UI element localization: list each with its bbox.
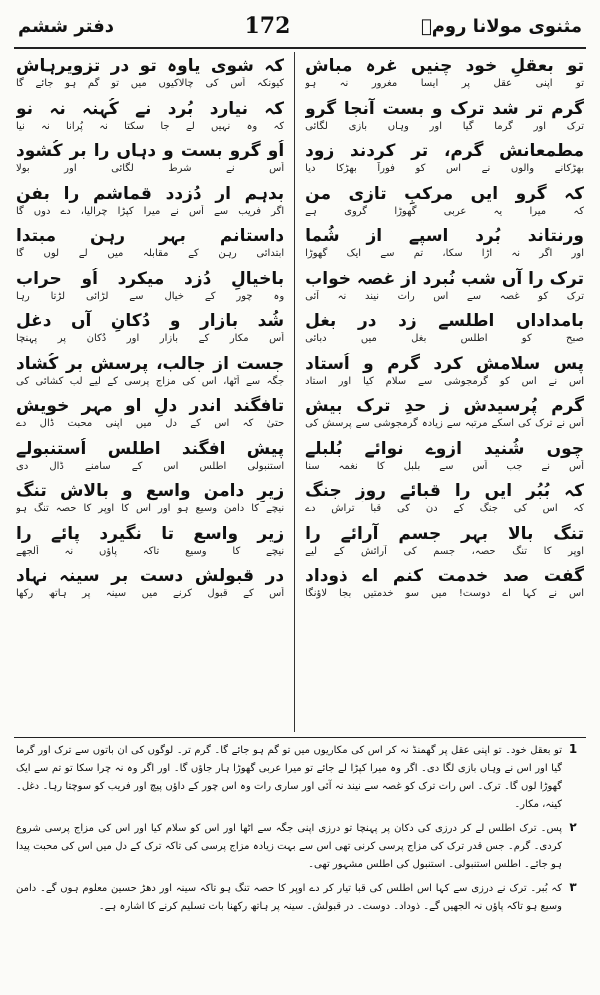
verse-translation: ترک اور گرما گیا اور وہاں بازی لگائی: [305, 120, 584, 132]
verse-line: باخیالِ دُزد میکرد اُو حراب: [16, 268, 285, 289]
verse-translation: اُس نے شرط لگائی اور بولا: [16, 163, 285, 175]
verse-unit: [305, 392, 584, 435]
verse-unit: [16, 392, 284, 435]
verse-unit: [16, 477, 284, 520]
verse-line: زیر واسع تا نگیرد پائے را: [16, 523, 285, 544]
verse-translation: اُس مکار کے بازار اور دُکان پر پہنچا: [16, 333, 285, 345]
verse-line: کہ شوی یاوہ تو در تزویرہاش: [16, 56, 285, 77]
verse-translation: اس نے اس کو گرمجوشی سے سلام کیا اور استاد: [305, 375, 584, 387]
verse-line: تنگ بالا بہر جسم آرائے را: [305, 523, 584, 544]
verse-unit: [305, 222, 584, 265]
footnote-text: پس۔ ترک اطلس لے کر درزی کی دکان پر پہنچا تو درزی اپنی جگہ سے اٹھا اور اس کو سلام کیا اور اس کی مزاج پرسی شروع کردی۔ گرم۔ جس قدر ترک کی مزاج پرسی کرنی تھی اس سے بہت زیادہ مزاج پرسی کی تاکہ ترک کے دل میں اس کی محبت پیدا ہو جائے۔ اطلس استنبولی۔ استنبول کی اطلس مشہور تھی۔: [16, 823, 562, 870]
verse-line: پس سلامش کرد گرم و اُستاد: [305, 353, 584, 374]
verse-line: زیرِ دامن واسع و بالاش تنگ: [16, 481, 285, 502]
verse-unit: [305, 350, 584, 393]
verse-line: گرم پُرسیدش ز حدِ ترک بیش: [305, 396, 584, 417]
verse-translation: اگر فریب سے اُس نے میرا کپڑا چرالیا، دے دوں گا: [16, 205, 285, 217]
column-divider: [294, 52, 295, 732]
verse-translation: کہ میرا یہ عربی گھوڑا گروی ہے: [305, 205, 584, 217]
verse-translation: استنبولی اطلس اس کے سامنے ڈال دی: [16, 460, 285, 472]
verse-line: داستانم بہر رہن مبتدا: [16, 226, 285, 247]
verse-unit: [305, 180, 584, 223]
footnote: [16, 742, 584, 814]
left-column: [16, 52, 284, 732]
footnote-text: تو بعقل خود۔ تو اپنی عقل پر گھمنڈ نہ کر اس کی مکاریوں میں تو گم ہو جائے گا۔ گرم تر۔ لوگوں کی ان باتوں سے ترک اور گرما گیا اور اس نے وہاں بازی لگا دی۔ اگر وہ میرا کپڑا لے جائے تو میرا عربی گھوڑا ہار جاؤں گا۔ اور اگر وہ نہ چرا سکا تو تم سے ایک گھوڑا لوں گا۔ ترک۔ اس رات ترک کو غصہ سے نیند نہ آئی اور ساری رات وہ اس چور کے داؤں پیچ اور فریب کو سوچتا رہا۔ دغل۔ کینہ، مکار۔: [16, 745, 562, 810]
verse-translation: اُس نے جب اُس سے بلبل کا نغمہ سنا: [305, 460, 584, 472]
verse-translation: ترک کو غصہ سے اس رات نیند نہ آئی: [305, 290, 584, 302]
verse-unit: [305, 562, 584, 605]
footnote-number: 1: [568, 742, 578, 756]
verse-line: مطمعانش گرم، تر کردند زود: [305, 141, 584, 162]
verse-unit: [305, 520, 584, 563]
verse-unit: [16, 435, 284, 478]
verse-line: تو بعقلِ خود چنیں غرہ مباش: [305, 56, 584, 77]
page-number: 172: [244, 13, 291, 39]
verse-unit: [16, 52, 284, 95]
footnotes: [16, 742, 584, 987]
verse-unit: [16, 180, 284, 223]
verse-translation: حتیٰ کہ اس کے دل میں اپنی محبت ڈال دے: [16, 418, 285, 430]
footnote-rule: [14, 737, 586, 738]
verse-unit: [305, 52, 584, 95]
footnote: [16, 820, 584, 874]
verse-translation: جگہ سے اُٹھا، اس کی مزاج پرسی کے لیے لب کشائی کی: [16, 375, 285, 387]
verse-translation: نیچے کا دامن وسیع ہو اور اس کا اوپر کا حصہ تنگ ہو: [16, 503, 285, 515]
verse-unit: [16, 350, 284, 393]
verse-line: گفت صد خدمت کنم اے ذوداد: [305, 566, 584, 587]
right-column: [305, 52, 584, 732]
verse-translation: نیچے کا وسیع تاکہ پاؤں نہ اُلجھے: [16, 545, 285, 557]
book-title: مثنوی مولانا رومؒ: [420, 15, 582, 37]
verse-unit: [16, 520, 284, 563]
verse-line: ترک را آں شب نُبرد از غصہ خواب: [305, 268, 584, 289]
verse-translation: اس نے کہا اے دوست! میں سو خدمتیں بجا لاؤنگا: [305, 588, 584, 600]
verse-unit: [305, 435, 584, 478]
verse-translation: تو اپنی عقل پر ایسا مغرور نہ ہو: [305, 78, 584, 90]
verse-unit: [305, 477, 584, 520]
volume-label: دفتر ششم: [18, 15, 114, 37]
verse-line: کہ گرو ایں مرکبِ تازی من: [305, 183, 584, 204]
verse-unit: [16, 95, 284, 138]
verse-unit: [16, 137, 284, 180]
verse-translation: ابتدائی رہن کے مقابلہ میں لے لوں گا: [16, 248, 285, 260]
verse-translation: کیونکہ اُس کی چالاکیوں میں تو گم ہو جائے گا: [16, 78, 285, 90]
verse-translation: بھڑکانے والوں نے اس کو فوراً بھڑکا دیا: [305, 163, 584, 175]
verse-translation: اُس نے ترک کی اسکے مرتبہ سے زیادہ گرمجوشی سے پرسش کی: [305, 418, 584, 430]
verse-line: شُد بازار و دُکانِ آں دغل: [16, 311, 285, 332]
verse-line: چوں شُنید ازوے نوائے بُلبلے: [305, 438, 584, 459]
footnote-text: کہ بُبر۔ ترک نے درزی سے کہا اس اطلس کی قبا تیار کر دے اوپر کا حصہ تنگ ہو تاکہ سینہ اور دھڑ حسین معلوم ہوں گے۔ دامن وسیع ہو تاکہ پاؤں نہ الجھیں گے۔ ذوداد۔ دوست۔ در قبولش۔ سینہ پر ہاتھ رکھنا بات تسلیم کرنے کا اشارہ ہے۔: [16, 883, 562, 912]
footnote-number: ۳: [569, 880, 577, 894]
verse-unit: [305, 95, 584, 138]
footnote-number: ۲: [569, 820, 577, 834]
footnote: [16, 880, 584, 916]
verse-line: اُو گرو بست و دہاں را بر کُشود: [16, 141, 285, 162]
verse-translation: اور اگر نہ اڑا سکا، تم سے ایک گھوڑا: [305, 248, 584, 260]
page-header: [18, 6, 582, 46]
verse-translation: وہ چور کے خیال سے لڑائی لڑتا رہا: [16, 290, 285, 302]
verse-line: ورنتاند بُرد اسپے از شُما: [305, 226, 584, 247]
verse-line: جست از جالب، پرسش بر کُشاد: [16, 353, 285, 374]
verse-translation: اُس کے قبول کرنے میں سینہ پر ہاتھ رکھا: [16, 588, 285, 600]
verse-unit: [16, 265, 284, 308]
verse-line: بدہم ار دُزدد قماشم را بفن: [16, 183, 285, 204]
verse-unit: [305, 137, 584, 180]
verse-line: تافگند اندر دلِ او مہر خویش: [16, 396, 285, 417]
verse-translation: کہ اس کی جنگ کے دن کی قبا تراش دے: [305, 503, 584, 515]
verse-translation: اوپر کا تنگ حصہ، جسم کی آرائش کے لیے: [305, 545, 584, 557]
verse-unit: [16, 307, 284, 350]
header-rule: [14, 47, 586, 49]
verse-line: در قبولش دست بر سینہ نہاد: [16, 566, 285, 587]
verse-translation: صبح کو اطلس بغل میں دبائی: [305, 333, 584, 345]
verse-line: پیش افگند اطلس اُستنبولے: [16, 438, 285, 459]
verse-unit: [16, 222, 284, 265]
verse-unit: [305, 265, 584, 308]
verse-unit: [305, 307, 584, 350]
verse-line: بامداداں اطلسے زد در بغل: [305, 311, 584, 332]
verse-columns: [16, 52, 584, 732]
verse-line: کہ بُبُر ایں را قبائے روزِ جنگ: [305, 481, 584, 502]
verse-unit: [16, 562, 284, 605]
verse-translation: کہ وہ نہیں لے جا سکتا نہ پُرانا نہ نیا: [16, 120, 285, 132]
verse-line: گرم تر شد ترک و بست آنجا گرو: [305, 98, 584, 119]
verse-line: کہ نیارد بُرد نے کُہنہ نہ نو: [16, 98, 285, 119]
